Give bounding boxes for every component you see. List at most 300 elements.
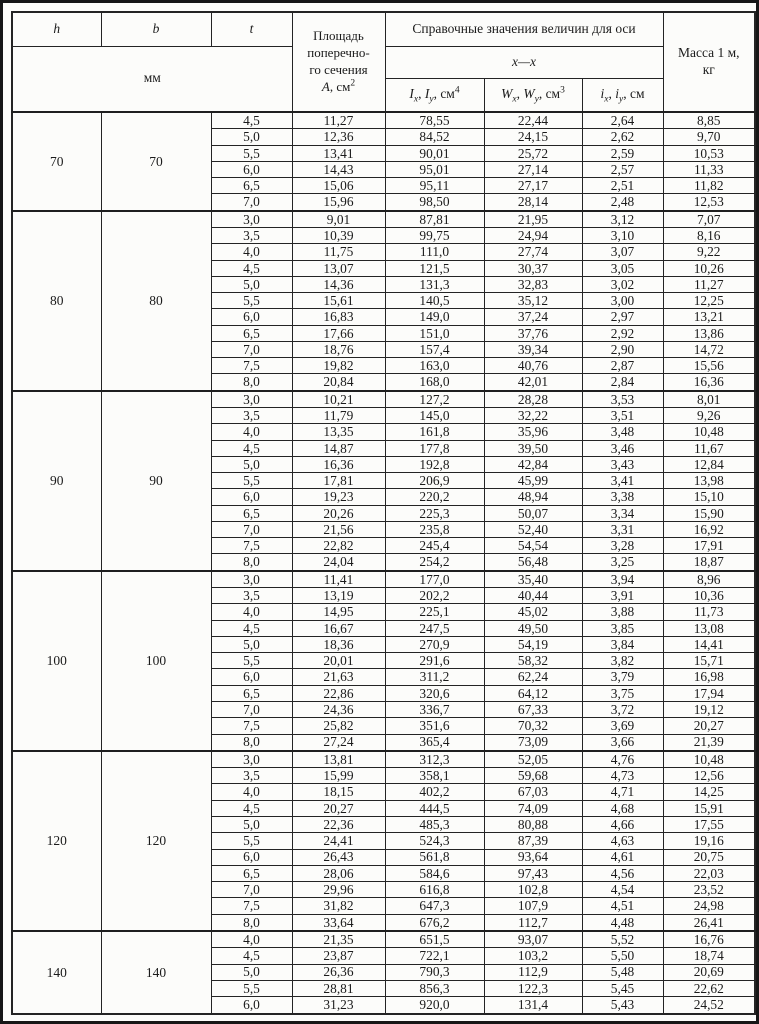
cell-gyration: 4,61 <box>582 849 663 865</box>
cell-inertia: 336,7 <box>385 702 484 718</box>
header-h: h <box>12 12 101 46</box>
cell-mass: 13,98 <box>663 473 755 489</box>
cell-mass: 10,36 <box>663 588 755 604</box>
cell-gyration: 3,84 <box>582 636 663 652</box>
cell-modulus: 25,72 <box>484 145 582 161</box>
cell-t: 4,5 <box>211 948 292 964</box>
cell-t: 4,5 <box>211 260 292 276</box>
table-row <box>12 391 755 408</box>
cell-modulus: 102,8 <box>484 882 582 898</box>
cell-t: 6,0 <box>211 489 292 505</box>
cell-inertia: 131,3 <box>385 276 484 292</box>
cell-modulus: 112,7 <box>484 914 582 931</box>
cell-inertia: 270,9 <box>385 636 484 652</box>
cell-inertia: 98,50 <box>385 194 484 211</box>
cell-gyration: 3,94 <box>582 571 663 588</box>
cell-area: 11,27 <box>292 112 385 129</box>
cell-inertia: 87,81 <box>385 211 484 228</box>
cell-gyration: 2,59 <box>582 145 663 161</box>
cell-mass: 24,52 <box>663 997 755 1014</box>
cell-mass: 22,03 <box>663 865 755 881</box>
cell-b: 70 <box>101 112 211 211</box>
cell-area: 21,56 <box>292 521 385 537</box>
cell-inertia: 202,2 <box>385 588 484 604</box>
cell-inertia: 584,6 <box>385 865 484 881</box>
cell-area: 13,81 <box>292 751 385 768</box>
cell-gyration: 4,54 <box>582 882 663 898</box>
cell-inertia: 177,0 <box>385 571 484 588</box>
cell-area: 20,27 <box>292 800 385 816</box>
cell-t: 6,5 <box>211 685 292 701</box>
cell-modulus: 39,34 <box>484 341 582 357</box>
cell-inertia: 616,8 <box>385 882 484 898</box>
cell-mass: 17,94 <box>663 685 755 701</box>
cell-area: 18,76 <box>292 341 385 357</box>
cell-t: 4,0 <box>211 424 292 440</box>
cell-gyration: 3,02 <box>582 276 663 292</box>
cell-area: 26,36 <box>292 964 385 980</box>
cell-mass: 26,41 <box>663 914 755 931</box>
cell-inertia: 358,1 <box>385 768 484 784</box>
cell-inertia: 856,3 <box>385 980 484 996</box>
cell-inertia: 311,2 <box>385 669 484 685</box>
header-area <box>292 12 385 112</box>
cell-gyration: 3,28 <box>582 538 663 554</box>
cell-gyration: 3,43 <box>582 456 663 472</box>
section-properties-table <box>11 11 756 1015</box>
cell-modulus: 67,03 <box>484 784 582 800</box>
cell-area: 15,99 <box>292 768 385 784</box>
cell-mass: 21,39 <box>663 734 755 751</box>
cell-t: 7,0 <box>211 702 292 718</box>
cell-modulus: 48,94 <box>484 489 582 505</box>
cell-mass: 11,67 <box>663 440 755 456</box>
cell-t: 4,5 <box>211 620 292 636</box>
cell-inertia: 121,5 <box>385 260 484 276</box>
cell-modulus: 80,88 <box>484 816 582 832</box>
cell-h: 100 <box>12 571 101 751</box>
cell-mass: 20,27 <box>663 718 755 734</box>
cell-t: 3,0 <box>211 751 292 768</box>
cell-area: 13,41 <box>292 145 385 161</box>
cell-inertia: 149,0 <box>385 309 484 325</box>
cell-modulus: 58,32 <box>484 653 582 669</box>
cell-t: 8,0 <box>211 914 292 931</box>
cell-modulus: 35,40 <box>484 571 582 588</box>
cell-t: 6,0 <box>211 669 292 685</box>
cell-area: 14,43 <box>292 161 385 177</box>
table-row <box>12 112 755 129</box>
cell-t: 5,0 <box>211 636 292 652</box>
cell-modulus: 27,74 <box>484 244 582 260</box>
cell-modulus: 28,28 <box>484 391 582 408</box>
area-line-3: го сечения <box>309 62 368 77</box>
cell-gyration: 2,92 <box>582 325 663 341</box>
cell-area: 25,82 <box>292 718 385 734</box>
cell-area: 24,36 <box>292 702 385 718</box>
cell-t: 5,5 <box>211 653 292 669</box>
cell-modulus: 54,54 <box>484 538 582 554</box>
cell-area: 16,67 <box>292 620 385 636</box>
header-modulus: $W_x$, $W_y$, $см^3$ <box>484 78 582 112</box>
cell-t: 5,0 <box>211 129 292 145</box>
cell-mass: 12,25 <box>663 293 755 309</box>
cell-area: 13,35 <box>292 424 385 440</box>
cell-inertia: 95,01 <box>385 161 484 177</box>
cell-gyration: 2,64 <box>582 112 663 129</box>
cell-mass: 11,82 <box>663 178 755 194</box>
cell-t: 6,5 <box>211 865 292 881</box>
cell-area: 24,04 <box>292 554 385 571</box>
table-row <box>12 211 755 228</box>
cell-t: 5,5 <box>211 145 292 161</box>
cell-mass: 14,72 <box>663 341 755 357</box>
cell-t: 8,0 <box>211 734 292 751</box>
cell-mass: 9,22 <box>663 244 755 260</box>
area-formula: A, $см^2$ <box>321 78 356 94</box>
cell-modulus: 37,76 <box>484 325 582 341</box>
cell-mass: 11,33 <box>663 161 755 177</box>
cell-inertia: 99,75 <box>385 228 484 244</box>
cell-gyration: 3,46 <box>582 440 663 456</box>
table-row <box>12 931 755 948</box>
cell-gyration: 3,38 <box>582 489 663 505</box>
cell-mass: 18,74 <box>663 948 755 964</box>
cell-t: 7,0 <box>211 521 292 537</box>
cell-area: 11,75 <box>292 244 385 260</box>
cell-gyration: 3,85 <box>582 620 663 636</box>
cell-gyration: 4,63 <box>582 833 663 849</box>
area-line-2: поперечно- <box>307 45 370 61</box>
cell-modulus: 64,12 <box>484 685 582 701</box>
cell-area: 23,87 <box>292 948 385 964</box>
cell-area: 17,66 <box>292 325 385 341</box>
cell-mass: 10,26 <box>663 260 755 276</box>
cell-gyration: 3,53 <box>582 391 663 408</box>
cell-inertia: 291,6 <box>385 653 484 669</box>
cell-h: 70 <box>12 112 101 211</box>
header-gyration: $i_x$, $i_y$, см <box>582 78 663 112</box>
cell-gyration: 2,97 <box>582 309 663 325</box>
cell-mass: 18,87 <box>663 554 755 571</box>
cell-gyration: 5,43 <box>582 997 663 1014</box>
cell-modulus: 52,40 <box>484 521 582 537</box>
cell-gyration: 2,87 <box>582 358 663 374</box>
table-header <box>12 12 755 112</box>
cell-mass: 8,96 <box>663 571 755 588</box>
header-b: b <box>101 12 211 46</box>
cell-inertia: 561,8 <box>385 849 484 865</box>
cell-mass: 16,92 <box>663 521 755 537</box>
cell-modulus: 45,99 <box>484 473 582 489</box>
cell-inertia: 402,2 <box>385 784 484 800</box>
cell-t: 3,5 <box>211 588 292 604</box>
cell-area: 19,82 <box>292 358 385 374</box>
cell-inertia: 225,1 <box>385 604 484 620</box>
cell-modulus: 21,95 <box>484 211 582 228</box>
cell-area: 33,64 <box>292 914 385 931</box>
cell-t: 4,0 <box>211 244 292 260</box>
cell-area: 10,39 <box>292 228 385 244</box>
cell-inertia: 145,0 <box>385 408 484 424</box>
cell-area: 15,61 <box>292 293 385 309</box>
cell-modulus: 103,2 <box>484 948 582 964</box>
cell-modulus: 56,48 <box>484 554 582 571</box>
cell-t: 6,0 <box>211 997 292 1014</box>
cell-gyration: 5,48 <box>582 964 663 980</box>
cell-area: 16,36 <box>292 456 385 472</box>
cell-t: 4,5 <box>211 112 292 129</box>
cell-gyration: 3,25 <box>582 554 663 571</box>
cell-t: 7,0 <box>211 882 292 898</box>
cell-area: 13,07 <box>292 260 385 276</box>
cell-t: 5,5 <box>211 473 292 489</box>
cell-area: 14,95 <box>292 604 385 620</box>
table-row <box>12 571 755 588</box>
cell-mass: 10,48 <box>663 751 755 768</box>
cell-inertia: 151,0 <box>385 325 484 341</box>
cell-modulus: 50,07 <box>484 505 582 521</box>
cell-t: 6,0 <box>211 849 292 865</box>
cell-area: 17,81 <box>292 473 385 489</box>
cell-gyration: 3,91 <box>582 588 663 604</box>
cell-h: 90 <box>12 391 101 571</box>
cell-area: 20,01 <box>292 653 385 669</box>
cell-gyration: 4,76 <box>582 751 663 768</box>
cell-modulus: 97,43 <box>484 865 582 881</box>
cell-mass: 16,98 <box>663 669 755 685</box>
cell-modulus: 93,07 <box>484 931 582 948</box>
cell-inertia: 722,1 <box>385 948 484 964</box>
cell-gyration: 2,51 <box>582 178 663 194</box>
cell-inertia: 312,3 <box>385 751 484 768</box>
cell-modulus: 52,05 <box>484 751 582 768</box>
cell-modulus: 30,37 <box>484 260 582 276</box>
header-reference-values: Справочные значения величин для оси <box>385 12 663 46</box>
cell-mass: 8,01 <box>663 391 755 408</box>
cell-mass: 11,73 <box>663 604 755 620</box>
cell-area: 18,15 <box>292 784 385 800</box>
cell-area: 28,81 <box>292 980 385 996</box>
cell-area: 29,96 <box>292 882 385 898</box>
cell-modulus: 27,14 <box>484 161 582 177</box>
mass-line-2: кг <box>702 62 715 77</box>
cell-inertia: 524,3 <box>385 833 484 849</box>
cell-modulus: 27,17 <box>484 178 582 194</box>
cell-mass: 13,08 <box>663 620 755 636</box>
cell-mass: 7,07 <box>663 211 755 228</box>
header-axis-xx: x—x <box>385 46 663 78</box>
cell-t: 3,5 <box>211 228 292 244</box>
cell-modulus: 93,64 <box>484 849 582 865</box>
cell-area: 26,43 <box>292 849 385 865</box>
cell-area: 22,36 <box>292 816 385 832</box>
mass-line-1: Масса 1 м, <box>677 45 740 61</box>
cell-t: 7,0 <box>211 341 292 357</box>
cell-gyration: 3,41 <box>582 473 663 489</box>
cell-gyration: 4,51 <box>582 898 663 914</box>
cell-t: 8,0 <box>211 374 292 391</box>
cell-inertia: 90,01 <box>385 145 484 161</box>
cell-area: 13,19 <box>292 588 385 604</box>
cell-mass: 16,36 <box>663 374 755 391</box>
cell-inertia: 95,11 <box>385 178 484 194</box>
cell-modulus: 54,19 <box>484 636 582 652</box>
cell-t: 5,0 <box>211 456 292 472</box>
cell-t: 3,0 <box>211 571 292 588</box>
cell-t: 7,5 <box>211 898 292 914</box>
cell-inertia: 163,0 <box>385 358 484 374</box>
cell-t: 3,5 <box>211 768 292 784</box>
cell-modulus: 35,96 <box>484 424 582 440</box>
cell-modulus: 32,83 <box>484 276 582 292</box>
cell-mass: 10,48 <box>663 424 755 440</box>
cell-mass: 19,12 <box>663 702 755 718</box>
cell-mass: 11,27 <box>663 276 755 292</box>
cell-t: 4,0 <box>211 931 292 948</box>
cell-t: 7,5 <box>211 358 292 374</box>
cell-area: 19,23 <box>292 489 385 505</box>
cell-gyration: 3,05 <box>582 260 663 276</box>
cell-gyration: 3,82 <box>582 653 663 669</box>
cell-modulus: 42,84 <box>484 456 582 472</box>
cell-inertia: 220,2 <box>385 489 484 505</box>
cell-t: 4,5 <box>211 800 292 816</box>
cell-mass: 8,16 <box>663 228 755 244</box>
cell-mass: 12,56 <box>663 768 755 784</box>
cell-t: 4,5 <box>211 440 292 456</box>
cell-area: 27,24 <box>292 734 385 751</box>
cell-area: 21,35 <box>292 931 385 948</box>
cell-modulus: 40,44 <box>484 588 582 604</box>
cell-modulus: 45,02 <box>484 604 582 620</box>
cell-mass: 14,25 <box>663 784 755 800</box>
cell-t: 8,0 <box>211 554 292 571</box>
cell-gyration: 3,10 <box>582 228 663 244</box>
cell-inertia: 206,9 <box>385 473 484 489</box>
cell-inertia: 225,3 <box>385 505 484 521</box>
cell-gyration: 3,12 <box>582 211 663 228</box>
cell-inertia: 320,6 <box>385 685 484 701</box>
cell-inertia: 247,5 <box>385 620 484 636</box>
cell-area: 28,06 <box>292 865 385 881</box>
cell-area: 9,01 <box>292 211 385 228</box>
cell-gyration: 3,07 <box>582 244 663 260</box>
cell-inertia: 192,8 <box>385 456 484 472</box>
cell-t: 4,0 <box>211 784 292 800</box>
cell-area: 18,36 <box>292 636 385 652</box>
cell-modulus: 67,33 <box>484 702 582 718</box>
cell-modulus: 59,68 <box>484 768 582 784</box>
cell-t: 7,5 <box>211 538 292 554</box>
cell-modulus: 62,24 <box>484 669 582 685</box>
cell-modulus: 37,24 <box>484 309 582 325</box>
cell-mass: 15,90 <box>663 505 755 521</box>
cell-area: 24,41 <box>292 833 385 849</box>
cell-area: 15,06 <box>292 178 385 194</box>
cell-h: 120 <box>12 751 101 931</box>
cell-gyration: 2,62 <box>582 129 663 145</box>
cell-b: 140 <box>101 931 211 1014</box>
cell-inertia: 351,6 <box>385 718 484 734</box>
cell-modulus: 74,09 <box>484 800 582 816</box>
cell-inertia: 245,4 <box>385 538 484 554</box>
cell-inertia: 651,5 <box>385 931 484 948</box>
cell-t: 4,0 <box>211 604 292 620</box>
cell-mass: 13,21 <box>663 309 755 325</box>
table-row <box>12 751 755 768</box>
cell-mass: 10,53 <box>663 145 755 161</box>
cell-modulus: 24,94 <box>484 228 582 244</box>
cell-inertia: 78,55 <box>385 112 484 129</box>
cell-inertia: 790,3 <box>385 964 484 980</box>
cell-gyration: 4,68 <box>582 800 663 816</box>
header-mass <box>663 12 755 112</box>
cell-gyration: 3,79 <box>582 669 663 685</box>
header-inertia: $I_x$, $I_y$, $см^4$ <box>385 78 484 112</box>
cell-inertia: 140,5 <box>385 293 484 309</box>
cell-mass: 12,84 <box>663 456 755 472</box>
cell-t: 5,5 <box>211 980 292 996</box>
cell-inertia: 127,2 <box>385 391 484 408</box>
cell-mass: 24,98 <box>663 898 755 914</box>
cell-inertia: 168,0 <box>385 374 484 391</box>
cell-inertia: 254,2 <box>385 554 484 571</box>
cell-modulus: 122,3 <box>484 980 582 996</box>
cell-t: 5,0 <box>211 816 292 832</box>
cell-mass: 15,56 <box>663 358 755 374</box>
cell-b: 120 <box>101 751 211 931</box>
cell-inertia: 235,8 <box>385 521 484 537</box>
cell-t: 7,0 <box>211 194 292 211</box>
cell-mass: 19,16 <box>663 833 755 849</box>
cell-gyration: 4,48 <box>582 914 663 931</box>
cell-area: 10,21 <box>292 391 385 408</box>
cell-inertia: 157,4 <box>385 341 484 357</box>
cell-gyration: 5,45 <box>582 980 663 996</box>
cell-gyration: 4,71 <box>582 784 663 800</box>
cell-mass: 8,85 <box>663 112 755 129</box>
cell-modulus: 70,32 <box>484 718 582 734</box>
cell-area: 11,41 <box>292 571 385 588</box>
cell-inertia: 365,4 <box>385 734 484 751</box>
cell-t: 3,0 <box>211 391 292 408</box>
cell-area: 22,86 <box>292 685 385 701</box>
cell-gyration: 3,51 <box>582 408 663 424</box>
cell-modulus: 131,4 <box>484 997 582 1014</box>
cell-t: 5,0 <box>211 964 292 980</box>
cell-t: 6,5 <box>211 178 292 194</box>
cell-area: 14,87 <box>292 440 385 456</box>
cell-gyration: 5,52 <box>582 931 663 948</box>
cell-gyration: 3,48 <box>582 424 663 440</box>
cell-area: 12,36 <box>292 129 385 145</box>
cell-modulus: 28,14 <box>484 194 582 211</box>
cell-gyration: 3,72 <box>582 702 663 718</box>
cell-area: 22,82 <box>292 538 385 554</box>
cell-mass: 14,41 <box>663 636 755 652</box>
cell-modulus: 107,9 <box>484 898 582 914</box>
cell-modulus: 35,12 <box>484 293 582 309</box>
cell-area: 15,96 <box>292 194 385 211</box>
cell-mass: 9,70 <box>663 129 755 145</box>
cell-gyration: 4,73 <box>582 768 663 784</box>
cell-inertia: 444,5 <box>385 800 484 816</box>
cell-inertia: 161,8 <box>385 424 484 440</box>
cell-gyration: 3,31 <box>582 521 663 537</box>
cell-inertia: 920,0 <box>385 997 484 1014</box>
cell-b: 90 <box>101 391 211 571</box>
